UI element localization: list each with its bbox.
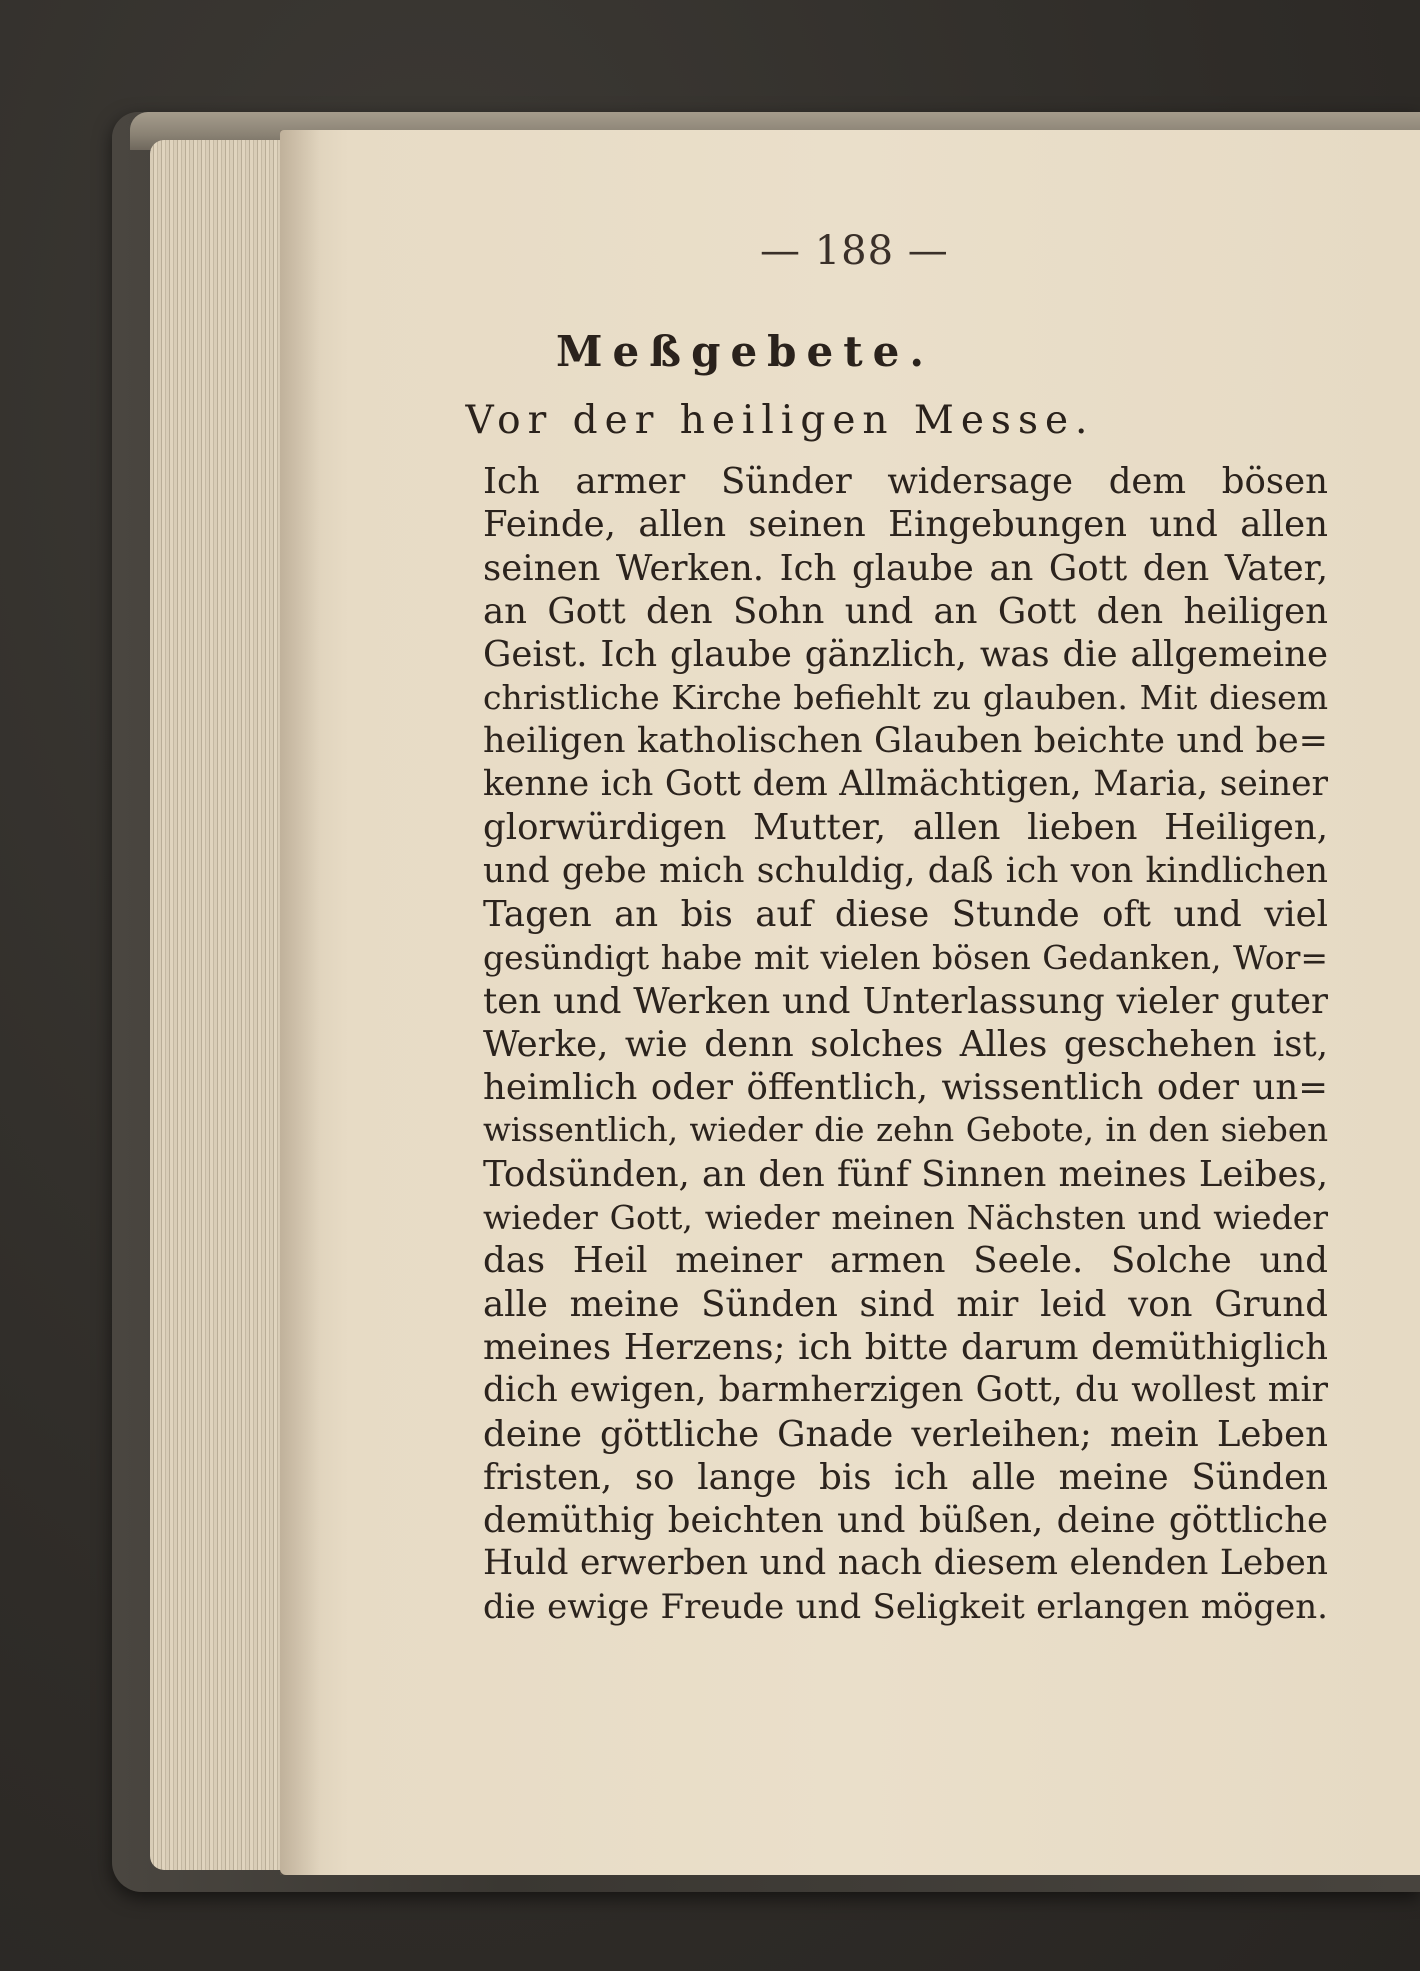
text-line: demüthig beichten und büßen, deine göttliche (483, 1500, 1328, 1542)
text-line: Werke, wie denn solches Alles geschehen ist, (483, 1023, 1328, 1065)
prayer-text (483, 460, 1328, 1629)
text-line: ten und Werken und Unterlassung vieler guter (483, 980, 1328, 1022)
text-line: Tagen an bis auf diese Stunde oft und viel (483, 893, 1328, 935)
text-line: wieder Gott, wieder meinen Nächsten und wieder (483, 1198, 1328, 1238)
text-line: gesündigt habe mit vielen bösen Gedanken, Wor= (483, 938, 1328, 978)
text-line: alle meine Sünden sind mir leid von Grund (483, 1283, 1328, 1325)
text-line: Feinde, allen seinen Eingebungen und allen (483, 504, 1328, 546)
text-line: kenne ich Gott dem Allmächtigen, Maria, seiner (483, 764, 1328, 805)
text-line: seinen Werken. Ich glaube an Gott den Vater, (483, 547, 1328, 589)
text-line: Ich armer Sünder widersage dem bösen (483, 461, 1328, 502)
text-line: christliche Kirche befiehlt zu glauben. Mit diesem (483, 678, 1328, 718)
text-line: und gebe mich schuldig, daß ich von kindlichen (483, 850, 1328, 891)
text-line: wissentlich, wieder die zehn Gebote, in den sieben (483, 1111, 1328, 1150)
text-line: fristen, so lange bis ich alle meine Sünden (483, 1456, 1328, 1498)
page-number: — 188 — (760, 228, 949, 274)
text-line: meines Herzens; ich bitte darum demüthiglich (483, 1326, 1328, 1368)
text-line: Geist. Ich glaube gänzlich, was die allgemeine (483, 634, 1328, 676)
text-line: deine göttliche Gnade verleihen; mein Leben (483, 1413, 1328, 1455)
page-gutter-shadow (280, 130, 320, 1875)
text-line: das Heil meiner armen Seele. Solche und (483, 1240, 1328, 1282)
text-line: an Gott den Sohn und an Gott den heiligen (483, 590, 1328, 632)
text-line: heimlich oder öffentlich, wissentlich oder un= (483, 1067, 1328, 1109)
page-title: Meßgebete. (555, 327, 935, 376)
text-line: dich ewigen, barmherzigen Gott, du wollest mir (483, 1370, 1328, 1411)
text-line: die ewige Freude und Seligkeit erlangen mögen. (483, 1586, 1328, 1627)
text-line: heiligen katholischen Glauben beichte und be= (483, 720, 1328, 761)
text-line: Todsünden, an den fünf Sinnen meines Leibes, (483, 1153, 1328, 1195)
text-line: glorwürdigen Mutter, allen lieben Heiligen, (483, 807, 1328, 849)
text-line: Huld erwerben und nach diesem elenden Leben (483, 1543, 1328, 1584)
section-subtitle: Vor der heiligen Messe. (465, 398, 1095, 443)
